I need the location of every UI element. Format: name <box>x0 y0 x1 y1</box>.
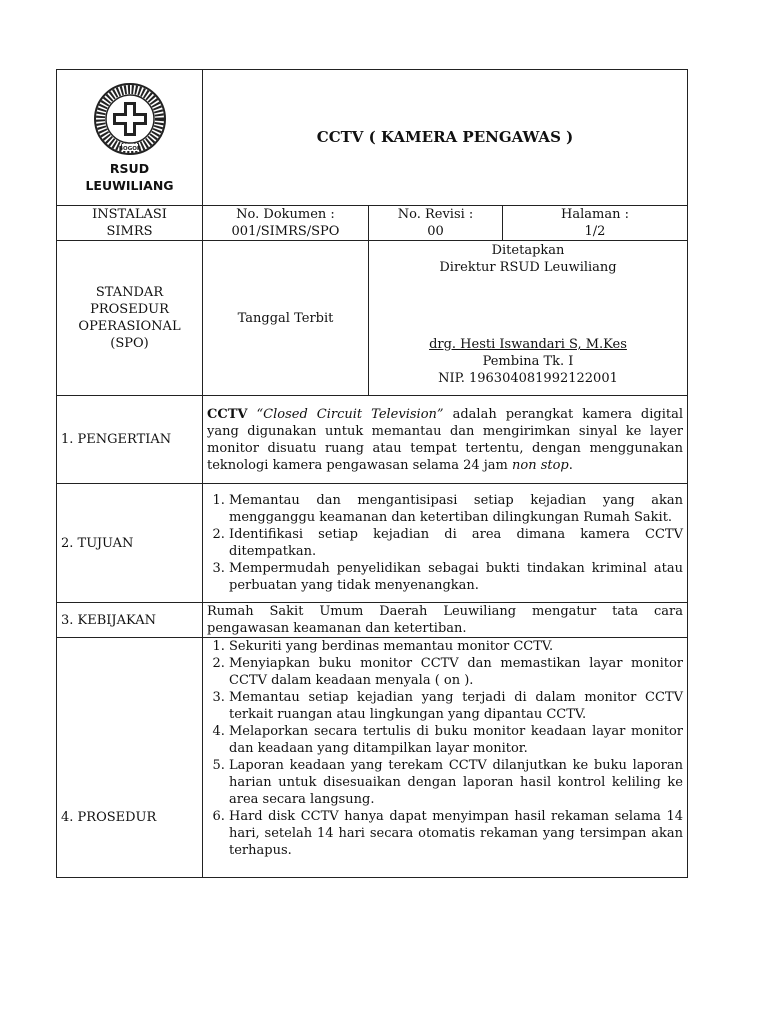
tujuan-list <box>207 492 683 594</box>
pengertian-term: CCTV <box>207 406 248 422</box>
org-name-line2: LEUWILIANG <box>85 177 174 193</box>
halaman-cell <box>503 206 688 241</box>
nodok-cell <box>203 206 369 241</box>
kebijakan-label-cell <box>57 603 203 638</box>
halaman-value: 1/2 <box>584 224 606 239</box>
prosedur-content <box>203 638 688 878</box>
norev-cell <box>369 206 503 241</box>
spo-label-line3: OPERASIONAL <box>78 319 181 334</box>
list-item: 5. Laporan keadaan yang terekam CCTV dilanjutkan ke buku laporan harian untuk disesuaikan dengan laporan hasil kontrol keliling ke area secara langsung. <box>229 757 683 808</box>
list-item: 1. Memantau dan mengantisipasi setiap kejadian yang akan mengganggu keamanan dan ketertiban dilingkungan Rumah Sakit. <box>229 492 683 526</box>
norev-value: 00 <box>427 224 444 239</box>
norev-label: No. Revisi : <box>397 207 474 222</box>
org-name-line1: RSUD <box>109 160 150 176</box>
list-item: 4. Melaporkan secara tertulis di buku monitor keadaan layar monitor dan keadaan yang ditampilkan layar monitor. <box>229 723 683 757</box>
pengertian-term-italic: “Closed Circuit Television” <box>256 406 444 422</box>
prosedur-label: 4. PROSEDUR <box>61 810 157 825</box>
nodok-value: 001/SIMRS/SPO <box>231 224 340 239</box>
signatory-nip: NIP. 196304081992122001 <box>438 371 618 386</box>
document-title: CCTV ( KAMERA PENGAWAS ) <box>316 128 574 146</box>
hospital-logo-icon <box>93 82 167 156</box>
signatory-name: drg. Hesti Iswandari S, M.Kes <box>429 337 627 352</box>
title-cell <box>203 70 688 206</box>
instalasi-value: SIMRS <box>106 224 153 239</box>
pengertian-text: adalah perangkat kamera digital yang digunakan untuk memantau dan mengirimkan sinyal ke layer monitor disuatu ruang atau tempat tertentu, dengan menggunakan teknologi kamera pengawasan selama 24 jam <box>207 406 683 473</box>
spo-document-table <box>56 69 688 878</box>
instalasi-label: INSTALASI <box>92 207 167 222</box>
direktur-label: Direktur RSUD Leuwiliang <box>439 260 617 275</box>
list-item: 3. Memantau setiap kejadian yang terjadi di dalam monitor CCTV terkait ruangan atau lingkungan yang dipantau CCTV. <box>229 689 683 723</box>
pengertian-italic-end: non stop <box>512 457 569 473</box>
list-item: 1. Sekuriti yang berdinas memantau monitor CCTV. <box>229 638 683 655</box>
kebijakan-text: Rumah Sakit Umum Daerah Leuwiliang mengatur tata cara pengawasan keamanan dan ketertiban. <box>207 604 683 636</box>
instalasi-cell <box>57 206 203 241</box>
nodok-label: No. Dokumen : <box>236 207 335 222</box>
halaman-label: Halaman : <box>561 207 629 222</box>
spo-label-line4: (SPO) <box>110 336 149 351</box>
list-item: 3. Mempermudah penyelidikan sebagai bukti tindakan kriminal atau perbuatan yang tidak menyenangkan. <box>229 560 683 594</box>
signature-space <box>373 276 683 336</box>
spo-label-line2: PROSEDUR <box>90 302 169 317</box>
kebijakan-label: 3. KEBIJAKAN <box>61 612 156 628</box>
signature-cell <box>369 241 688 396</box>
tujuan-content <box>203 484 688 603</box>
pengertian-label: 1. PENGERTIAN <box>61 432 172 447</box>
prosedur-list <box>207 638 683 859</box>
pengertian-content <box>203 396 688 484</box>
list-item: 2. Menyiapkan buku monitor CCTV dan memastikan layar monitor CCTV dalam keadaan menyala ( on ). <box>229 655 683 689</box>
signatory-rank: Pembina Tk. I <box>482 354 574 369</box>
list-item: 6. Hard disk CCTV hanya dapat menyimpan hasil rekaman selama 14 hari, setelah 14 hari secara otomatis rekaman yang tersimpan akan terhapus. <box>229 808 683 859</box>
tujuan-label-cell <box>57 484 203 603</box>
list-item: 2. Identifikasi setiap kejadian di area dimana kamera CCTV ditempatkan. <box>229 526 683 560</box>
logo-cell <box>57 70 203 206</box>
pengertian-end: . <box>568 457 573 473</box>
svg-text:BOGOR: BOGOR <box>118 145 141 152</box>
tujuan-label: 2. TUJUAN <box>61 535 134 551</box>
prosedur-label-cell <box>57 638 203 878</box>
pengertian-label-cell <box>57 396 203 484</box>
tanggal-terbit-cell <box>203 241 369 396</box>
spo-label-line1: STANDAR <box>95 285 164 300</box>
spo-label-cell <box>57 241 203 396</box>
tanggal-terbit-label: Tanggal Terbit <box>237 310 334 326</box>
ditetapkan-label: Ditetapkan <box>491 243 565 258</box>
kebijakan-content <box>203 603 688 638</box>
